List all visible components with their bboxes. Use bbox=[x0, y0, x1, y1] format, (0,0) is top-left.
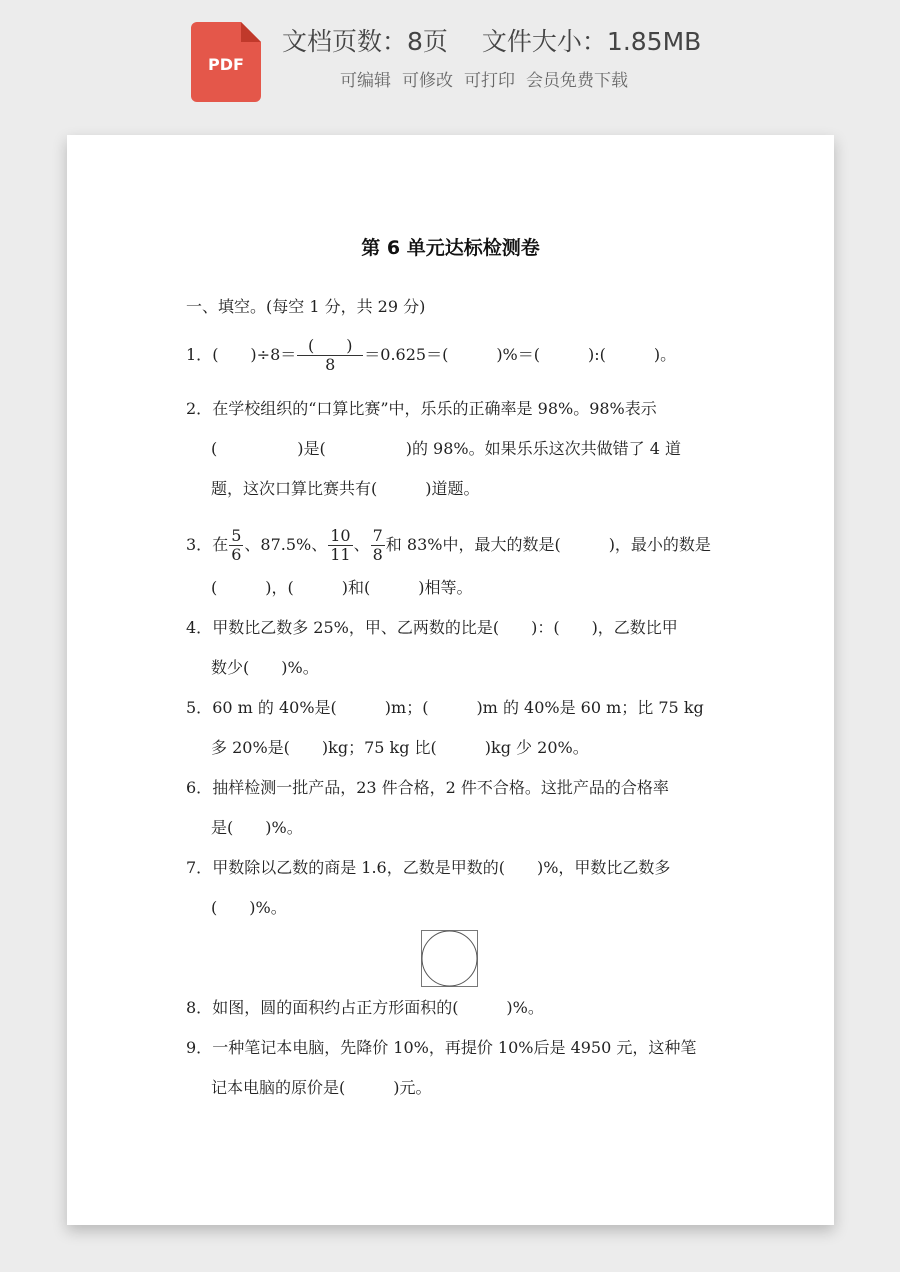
file-size: 文件大小：1.85MB bbox=[481, 27, 702, 56]
question-2: 2．在学校组织的“口算比赛”中，乐乐的正确率是 98%。98%表示 bbox=[186, 399, 657, 418]
question-2-line-2: ( )是( )的 98%。如果乐乐这次共做错了 4 道 bbox=[211, 439, 681, 458]
page-count: 文档页数：8页 bbox=[282, 27, 448, 56]
question-5: 5．60 m 的 40%是( )m；( )m 的 40%是 60 m；比 75 kg bbox=[186, 698, 704, 717]
question-number: 9． bbox=[186, 1038, 213, 1057]
fraction-blank-over-8: $\frac{( )}{8}$ bbox=[297, 337, 363, 374]
question-2-line-3: 题，这次口算比赛共有( )道题。 bbox=[211, 479, 480, 498]
section-heading: 一、填空。(每空 1 分，共 29 分) bbox=[186, 297, 426, 316]
feature-printable: 可打印 bbox=[464, 71, 515, 91]
document-page bbox=[67, 135, 834, 1225]
question-number: 7． bbox=[186, 858, 213, 877]
feature-modifiable: 可修改 bbox=[402, 71, 453, 91]
document-features bbox=[340, 66, 639, 91]
circle-in-square-figure bbox=[421, 930, 478, 987]
question-6-line-2: 是( )%。 bbox=[211, 818, 303, 837]
question-7: 7．甲数除以乙数的商是 1.6，乙数是甲数的( )%，甲数比乙数多 bbox=[186, 858, 671, 877]
question-3: 3．在 $\frac{5}{6}$ 、87.5%、 $\frac{10}{11}$ 、 $\frac{7}{8}$ 和 83%中，最大的数是( )，最小的数是 bbox=[186, 526, 711, 564]
document-title: 第 6 单元达标检测卷 bbox=[361, 237, 540, 259]
question-5-line-2: 多 20%是( )kg；75 kg 比( )kg 少 20%。 bbox=[211, 738, 589, 757]
question-9: 9．一种笔记本电脑，先降价 10%，再提价 10%后是 4950 元，这种笔 bbox=[186, 1038, 697, 1057]
question-3-line-2: ( )，( )和( )相等。 bbox=[211, 578, 473, 597]
pdf-file-icon bbox=[191, 22, 261, 102]
feature-editable: 可编辑 bbox=[340, 71, 391, 91]
question-number: 3． bbox=[186, 535, 213, 554]
question-6: 6．抽样检测一批产品，23 件合格，2 件不合格。这批产品的合格率 bbox=[186, 778, 669, 797]
question-number: 4． bbox=[186, 618, 213, 637]
question-number: 2． bbox=[186, 399, 213, 418]
fraction-5-6: $\frac{5}{6}$ bbox=[231, 526, 242, 564]
question-4: 4．甲数比乙数多 25%，甲、乙两数的比是( )：( )，乙数比甲 bbox=[186, 618, 678, 637]
question-number: 5． bbox=[186, 698, 213, 717]
feature-member-download: 会员免费下载 bbox=[526, 71, 628, 91]
fraction-10-11: $\frac{10}{11}$ bbox=[330, 526, 351, 564]
question-9-line-2: 记本电脑的原价是( )元。 bbox=[211, 1078, 432, 1097]
question-7-line-2: ( )%。 bbox=[211, 898, 287, 917]
question-8: 8．如图，圆的面积约占正方形面积的( )%。 bbox=[186, 998, 544, 1017]
document-info bbox=[282, 22, 882, 58]
fraction-7-8: $\frac{7}{8}$ bbox=[372, 526, 383, 564]
question-1: 1．( )÷8＝ $\frac{( )}{8}$ ＝0.625＝( )%＝( ):( )。 bbox=[186, 336, 677, 374]
question-number: 8． bbox=[186, 998, 213, 1017]
question-number: 1． bbox=[186, 345, 213, 364]
question-number: 6． bbox=[186, 778, 213, 797]
pdf-badge-label: PDF bbox=[208, 55, 244, 74]
question-4-line-2: 数少( )%。 bbox=[211, 658, 319, 677]
